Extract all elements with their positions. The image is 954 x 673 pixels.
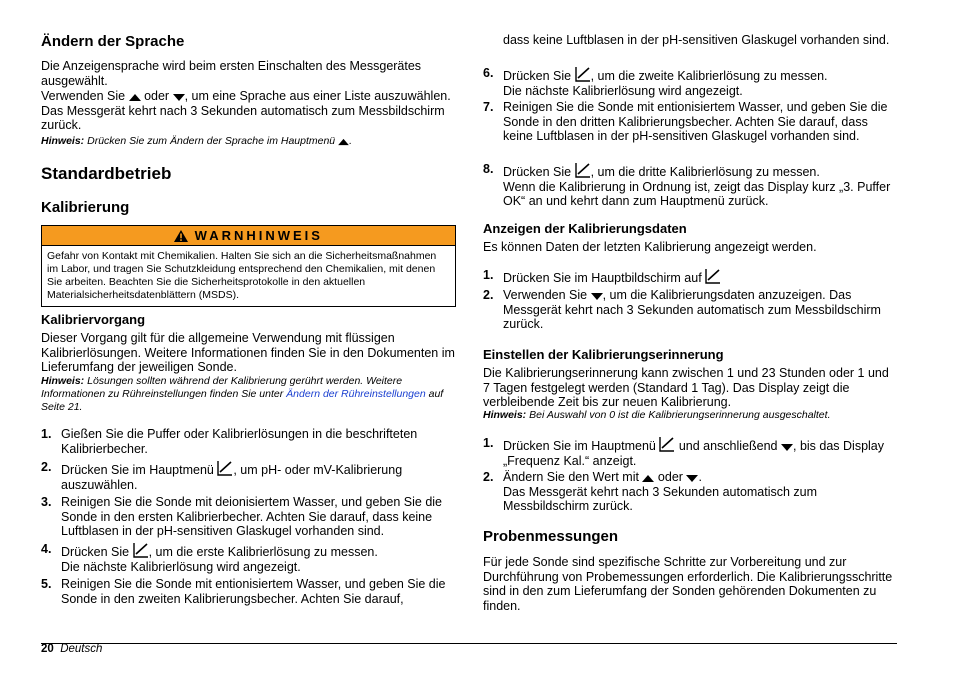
- heading-anzeigen-kalibrierungsdaten: Anzeigen der Kalibrierungsdaten: [483, 221, 687, 236]
- list-item: 1. Drücken Sie im Hauptbildschirm auf: [483, 268, 897, 286]
- link-ruehreinstellungen[interactable]: Ändern der Rühreinstellungen: [286, 388, 426, 400]
- up-arrow-icon: [338, 138, 349, 146]
- paragraph-proben: Für jede Sonde sind spezifische Schritte zur Vorbereitung und zur Durchführung von Probemessungen erforderlich. Die Kalibrierungsschritte sind in den zum Lieferumfang der Sonden gehörenden Dokumenten zu finden.: [483, 555, 893, 613]
- heading-standardbetrieb: Standardbetrieb: [41, 164, 172, 183]
- down-arrow-icon: [781, 443, 793, 452]
- heading-aendern-sprache: Ändern der Sprache: [41, 33, 185, 50]
- note-erinnerung: Hinweis: Bei Auswahl von 0 ist die Kalibrierungserinnerung ausgeschaltet.: [483, 409, 831, 421]
- list-item: 2. Ändern Sie den Wert mit oder . Das Messgerät kehrt nach 3 Sekunden automatisch zum Messbildschirm zurück.: [483, 470, 818, 513]
- warning-title: WARNHINWEIS: [194, 228, 323, 243]
- paragraph-sprache-1: Die Anzeigensprache wird beim ersten Einschalten des Messgerätes ausgewählt.: [41, 59, 422, 88]
- up-arrow-icon: [129, 93, 141, 102]
- paragraph-anzeigen: Es können Daten der letzten Kalibrierung angezeigt werden.: [483, 240, 817, 254]
- footer-language: Deutsch: [60, 643, 103, 655]
- calibration-icon: [217, 460, 233, 476]
- up-arrow-icon: [642, 474, 654, 483]
- list-item: 3. Reinigen Sie die Sonde mit deionisiertem Wasser, und geben Sie die Sonde in den ersten Kalibrierbecher. Achten Sie darauf, dass keine Luftblasen in der pH-sensitiven Glaskugel vorhanden sind.: [41, 495, 443, 538]
- note-sprache: Hinweis: Drücken Sie zum Ändern der Sprache im Hauptmenü .: [41, 135, 352, 147]
- list-item: 7. Reinigen Sie die Sonde mit entionisiertem Wasser, und geben Sie die Sonde in den dritten Kalibrierungsbecher. Achten Sie darauf, dass keine Luftblasen in der pH-sensitiven Glaskugel vorhanden sind.: [483, 100, 888, 143]
- list-item: 2. Drücken Sie im Hauptmenü , um pH- oder mV-Kalibrierung auszuwählen.: [41, 460, 403, 492]
- step-5-continued: dass keine Luftblasen in der pH-sensitiven Glaskugel vorhanden sind.: [503, 33, 890, 47]
- heading-kalibrierungserinnerung: Einstellen der Kalibrierungserinnerung: [483, 347, 724, 362]
- calibration-icon: [575, 162, 591, 178]
- down-arrow-icon: [686, 474, 698, 483]
- calibration-icon: [705, 268, 721, 284]
- paragraph-sprache-2: Verwenden Sie oder , um eine Sprache aus einer Liste auszuwählen. Das Messgerät kehrt nach 3 Sekunden automatisch zum Messbildschirm zurück.: [41, 89, 451, 132]
- calibration-icon: [575, 66, 591, 82]
- list-item: 5. Reinigen Sie die Sonde mit entionisiertem Wasser, und geben Sie die Sonde in den zweiten Kalibrierungsbecher. Achten Sie darauf,: [41, 577, 446, 606]
- footer-divider: [41, 643, 897, 644]
- warning-triangle-icon: [174, 230, 188, 242]
- page-footer: [41, 643, 102, 655]
- calibration-icon: [133, 542, 149, 558]
- list-item: 2. Verwenden Sie , um die Kalibrierungsdaten anzuzeigen. Das Messgerät kehrt nach 3 Sekunden automatisch zum Messbildschirm zurück.: [483, 288, 881, 331]
- list-item: 1. Gießen Sie die Puffer oder Kalibrierlösungen in die beschrifteten Kalibrierbecher.: [41, 427, 418, 456]
- heading-kalibrierung: Kalibrierung: [41, 199, 130, 216]
- warning-box: [41, 225, 456, 307]
- heading-probenmessungen: Probenmessungen: [483, 528, 619, 545]
- warning-header: [42, 226, 455, 246]
- list-item: 4. Drücken Sie , um die erste Kalibrierlösung zu messen. Die nächste Kalibrierlösung wird angezeigt.: [41, 542, 378, 574]
- page-number: 20: [41, 643, 54, 655]
- down-arrow-icon: [591, 292, 603, 301]
- list-item: 6. Drücken Sie , um die zweite Kalibrierlösung zu messen. Die nächste Kalibrierlösung wird angezeigt.: [483, 66, 828, 98]
- down-arrow-icon: [173, 93, 185, 102]
- paragraph-vorgang: Dieser Vorgang gilt für die allgemeine Verwendung mit flüssigen Kalibrierlösungen. Weitere Informationen finden Sie in den Dokumenten im Lieferumfang der jeweiligen Sonde.: [41, 331, 455, 374]
- calibration-icon: [659, 436, 675, 452]
- list-item: 8. Drücken Sie , um die dritte Kalibrierlösung zu messen. Wenn die Kalibrierung in Ordnung ist, zeigt das Display kurz „3. Puffer OK“ an und kehrt dann zum Hauptmenü zurück.: [483, 162, 891, 208]
- paragraph-erinnerung: Die Kalibrierungserinnerung kann zwischen 1 und 23 Stunden oder 1 und 7 Tagen festgelegt werden (Standard 1 Tag). Das Display zeigt die verbleibende Zeit bis zur neuen Kalibrierung.: [483, 366, 889, 409]
- heading-kalibriervorgang: Kalibriervorgang: [41, 312, 146, 327]
- note-vorgang: Hinweis: Lösungen sollten während der Kalibrierung gerührt werden. Weitere Informationen zu Rühreinstellungen finden Sie unter Ändern der Rühreinstellungen auf Seite 21.: [41, 375, 444, 413]
- list-item: 1. Drücken Sie im Hauptmenü und anschließend , bis das Display „Frequenz Kal.“ anzeigt.: [483, 436, 885, 468]
- warning-text: Gefahr von Kontakt mit Chemikalien. Halten Sie sich an die Sicherheitsmaßnahmen im Labor, und tragen Sie Schutzkleidung entsprechend den Chemikalien, mit denen Sie arbeiten. Beachten Sie die Sicherheitsprotokolle in den aktuellen Materialsicherheitsdatenblättern (MSDS).: [47, 250, 437, 301]
